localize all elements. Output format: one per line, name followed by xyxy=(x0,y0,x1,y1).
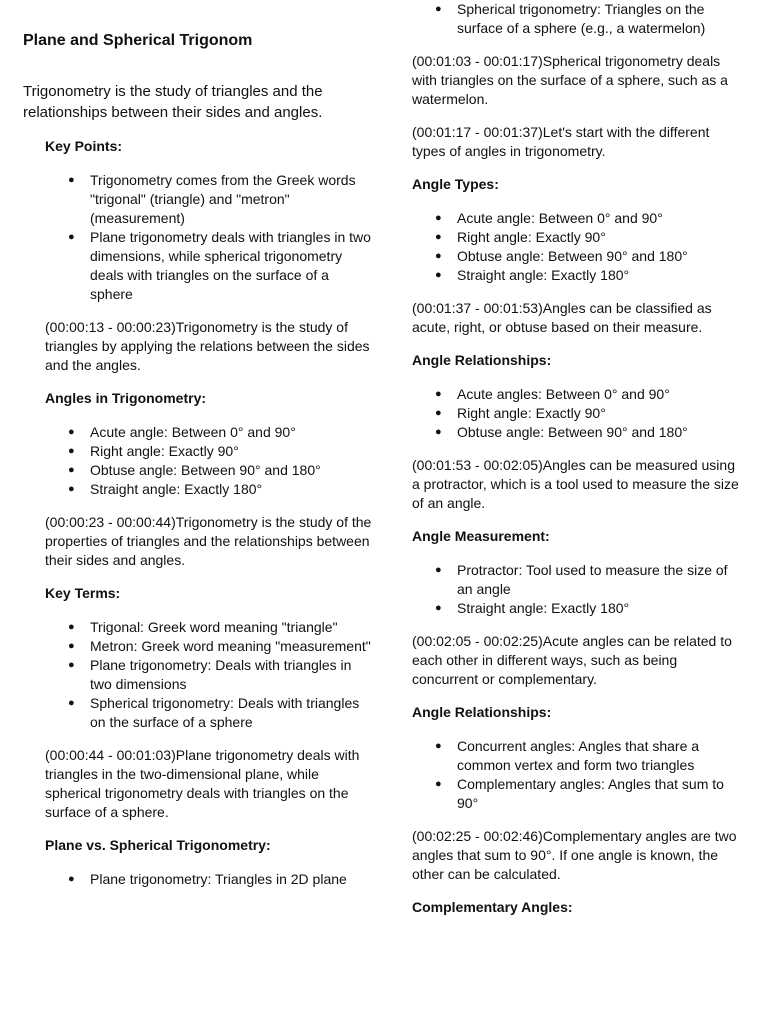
list-item: ● Right angle: Exactly 90° xyxy=(435,229,606,245)
section-heading-angle-measurement: Angle Measurement: xyxy=(412,528,550,544)
section-heading-angle-relationships-2: Angle Relationships: xyxy=(412,704,552,720)
list-item: ● Obtuse angle: Between 90° and 180° xyxy=(435,248,688,264)
list-item: ● Trigonometry comes from the Greek words "trigonal" (triangle) and "metron" (measurement) xyxy=(68,172,356,226)
list-item: ● Acute angles: Between 0° and 90° xyxy=(435,386,670,402)
section-heading-plane-vs-spherical: Plane vs. Spherical Trigonometry: xyxy=(45,837,271,853)
bullet-icon: ● xyxy=(435,388,442,400)
bullet-icon: ● xyxy=(435,269,442,281)
section-heading-complementary-angles: Complementary Angles: xyxy=(412,899,573,915)
transcript-paragraph: (00:01:53 - 00:02:05)Angles can be measured using a protractor, which is a tool used to measure the size of an angle. xyxy=(412,457,739,511)
list-item: ● Metron: Greek word meaning "measurement" xyxy=(68,638,371,654)
bullet-icon: ● xyxy=(68,621,75,633)
angle-relationships-list xyxy=(412,385,742,442)
bullet-icon: ● xyxy=(68,174,75,186)
transcript-paragraph: (00:00:23 - 00:00:44)Trigonometry is the study of the properties of triangles and the relationships between their sides and angles. xyxy=(45,514,372,568)
bullet-icon: ● xyxy=(435,564,442,576)
list-item: ● Straight angle: Exactly 180° xyxy=(68,481,263,497)
bullet-icon: ● xyxy=(435,740,442,752)
list-item: ● Protractor: Tool used to measure the size of an angle xyxy=(435,562,728,597)
section-heading-angles: Angles in Trigonometry: xyxy=(45,390,207,406)
bullet-icon: ● xyxy=(435,602,442,614)
transcript-paragraph: (00:01:17 - 00:01:37)Let's start with the different types of angles in trigonometry. xyxy=(412,124,710,159)
bullet-icon: ● xyxy=(68,873,75,885)
section-heading-key-terms: Key Terms: xyxy=(45,585,121,601)
angle-measurement-list xyxy=(412,561,742,618)
list-item: ● Plane trigonometry deals with triangles in two dimensions, while spherical trigonometry deals with triangles on the surface of a sphere xyxy=(68,229,371,302)
bullet-icon: ● xyxy=(68,697,75,709)
list-item: ● Acute angle: Between 0° and 90° xyxy=(435,210,663,226)
list-item: ● Plane trigonometry: Deals with triangles in two dimensions xyxy=(68,657,352,692)
angle-types-list xyxy=(412,209,742,285)
list-item: ● Plane trigonometry: Triangles in 2D plane xyxy=(68,871,347,887)
bullet-icon: ● xyxy=(435,212,442,224)
transcript-paragraph: (00:02:25 - 00:02:46)Complementary angles are two angles that sum to 90°. If one angle is known, the other can be calculated. xyxy=(412,828,737,882)
list-item: ● Spherical trigonometry: Triangles on the surface of a sphere (e.g., a watermelon) xyxy=(435,1,706,36)
intro-paragraph: Trigonometry is the study of triangles and the relationships between their sides and angles. xyxy=(23,83,323,121)
key-terms-list xyxy=(45,618,373,732)
list-item: ● Concurrent angles: Angles that share a common vertex and form two triangles xyxy=(435,738,700,773)
transcript-paragraph: (00:01:03 - 00:01:17)Spherical trigonometry deals with triangles on the surface of a sphere, such as a watermelon. xyxy=(412,53,728,107)
list-item: ● Complementary angles: Angles that sum to 90° xyxy=(435,776,724,811)
list-item: ● Acute angle: Between 0° and 90° xyxy=(68,424,296,440)
transcript-paragraph: (00:00:44 - 00:01:03)Plane trigonometry deals with triangles in the two-dimensional plane, while spherical trigonometry deals with triangles on the surface of a sphere. xyxy=(45,747,360,820)
angle-relationships-list-2 xyxy=(412,737,742,813)
list-item: ● Right angle: Exactly 90° xyxy=(435,405,606,421)
bullet-icon: ● xyxy=(435,250,442,262)
key-points-list xyxy=(45,171,373,304)
bullet-icon: ● xyxy=(435,407,442,419)
section-heading-key-points: Key Points: xyxy=(45,138,123,154)
bullet-icon: ● xyxy=(435,426,442,438)
left-column xyxy=(23,0,373,889)
section-heading-angle-types: Angle Types: xyxy=(412,176,499,192)
list-item: ● Spherical trigonometry: Deals with triangles on the surface of a sphere xyxy=(68,695,360,730)
transcript-paragraph: (00:00:13 - 00:00:23)Trigonometry is the study of triangles by applying the relations between the sides and the angles. xyxy=(45,319,370,373)
list-item: ● Obtuse angle: Between 90° and 180° xyxy=(68,462,321,478)
bullet-icon: ● xyxy=(435,3,442,15)
bullet-icon: ● xyxy=(68,445,75,457)
list-item: ● Trigonal: Greek word meaning "triangle" xyxy=(68,619,338,635)
bullet-icon: ● xyxy=(435,778,442,790)
transcript-paragraph: (00:01:37 - 00:01:53)Angles can be classified as acute, right, or obtuse based on their measure. xyxy=(412,300,712,335)
bullet-icon: ● xyxy=(68,640,75,652)
bullet-icon: ● xyxy=(68,464,75,476)
list-item: ● Straight angle: Exactly 180° xyxy=(435,267,630,283)
bullet-icon: ● xyxy=(68,659,75,671)
right-column xyxy=(412,0,742,917)
transcript-paragraph: (00:02:05 - 00:02:25)Acute angles can be related to each other in different ways, such as being concurrent or complementary. xyxy=(412,633,732,687)
section-heading-angle-relationships: Angle Relationships: xyxy=(412,352,552,368)
list-item: ● Straight angle: Exactly 180° xyxy=(435,600,630,616)
bullet-icon: ● xyxy=(435,231,442,243)
bullet-icon: ● xyxy=(68,426,75,438)
bullet-icon: ● xyxy=(68,231,75,243)
list-item: ● Obtuse angle: Between 90° and 180° xyxy=(435,424,688,440)
angles-list xyxy=(45,423,373,499)
list-item: ● Right angle: Exactly 90° xyxy=(68,443,239,459)
left-body xyxy=(23,137,373,889)
document-title: Plane and Spherical Trigonom xyxy=(23,32,253,49)
continued-list xyxy=(412,0,742,38)
bullet-icon: ● xyxy=(68,483,75,495)
plane-vs-spherical-list xyxy=(45,870,373,889)
